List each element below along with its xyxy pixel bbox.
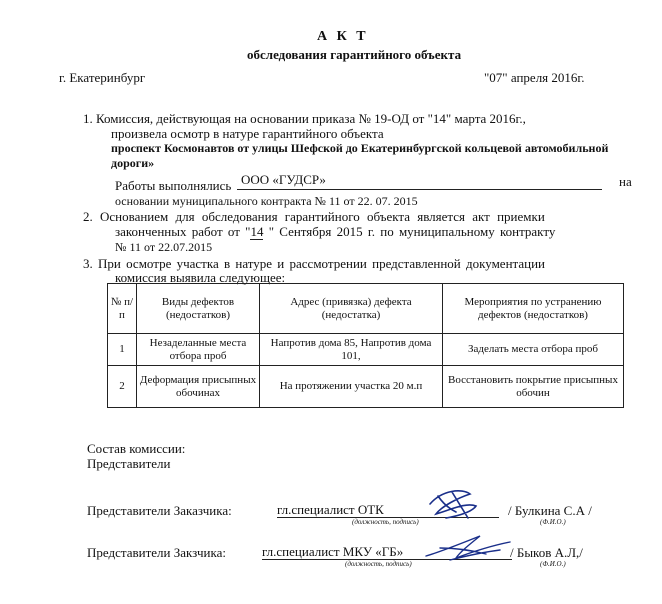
table-header-row (108, 284, 624, 334)
col-header-defect: Виды дефектов (недостатков) (137, 284, 260, 334)
signature-role-1: Представители Заказчика: (87, 503, 232, 518)
representatives-label: Представители (87, 456, 171, 471)
signature-name-2: / Быков А.Л,/ (510, 545, 583, 560)
cell-address: Напротив дома 85, Напротив дома 101, (260, 334, 443, 366)
signature-position-1: гл.специалист ОТК (277, 502, 384, 517)
defects-table (107, 283, 624, 408)
object-name-line1: проспект Космонавтов от улицы Шефской до Екатеринбургской кольцевой автомобильной (111, 141, 609, 155)
item2-line1: 2. Основанием для обследования гарантийного объекта является акт приемки (83, 209, 545, 224)
cell-measure: Заделать места отбора проб (443, 334, 624, 366)
item2-day: 14 (250, 224, 264, 239)
signature-role-2: Представители Закзчика: (87, 545, 227, 560)
works-label: Работы выполнялись (115, 178, 232, 193)
fio-note-1: (Ф.И.О.) (540, 518, 566, 526)
city: г. Екатеринбург (59, 70, 146, 85)
contractor-field (237, 172, 602, 190)
item1-line1: 1. Комиссия, действующая на основании приказа № 19-ОД от "14" марта 2016г., (83, 111, 526, 126)
col-header-address: Адрес (привязка) дефекта (недостатка) (260, 284, 443, 334)
act-date: "07" апреля 2016г. (484, 70, 585, 85)
item2-line2-post: " Сентября 2015 г. по муниципальному контракту (263, 224, 556, 239)
works-na: на (619, 174, 632, 189)
commission-label: Состав комиссии: (87, 441, 186, 456)
item2-line2 (115, 224, 555, 240)
contractor-name: ООО «ГУДСР» (241, 172, 326, 187)
item1-line2: произвела осмотр в натуре гарантийного объекта (111, 126, 384, 141)
cell-address: На протяжении участка 20 м.п (260, 366, 443, 408)
handwritten-signature-1 (412, 484, 492, 524)
signature-name-1: / Булкина С.А / (508, 503, 592, 518)
table-row (108, 334, 624, 366)
handwritten-signature-2 (420, 530, 520, 564)
signature-position-2: гл.специалист МКУ «ГБ» (262, 544, 404, 559)
table-row (108, 366, 624, 408)
item3-line2: комиссия выявила следующее: (115, 270, 286, 285)
cell-defect: Деформация присыпных обочинах (137, 366, 260, 408)
item2-line2-pre: законченных работ от " (115, 224, 251, 239)
item2-line3: № 11 от 22.07.2015 (115, 240, 213, 254)
sign-note-2: (должность, подпись) (345, 560, 412, 568)
doc-title: А К Т (317, 29, 369, 44)
cell-num: 2 (108, 366, 137, 408)
doc-subtitle: обследования гарантийного объекта (247, 47, 462, 62)
cell-defect: Незаделанные места отбора проб (137, 334, 260, 366)
fio-note-2: (Ф.И.О.) (540, 560, 566, 568)
contract-line: основании муниципального контракта № 11 от 22. 07. 2015 (115, 194, 418, 208)
col-header-num: № п/п (108, 284, 137, 334)
cell-num: 1 (108, 334, 137, 366)
object-name-line2: дороги» (111, 156, 155, 170)
cell-measure: Восстановить покрытие присыпных обочин (443, 366, 624, 408)
col-header-measure: Мероприятия по устранению дефектов (недостатков) (443, 284, 624, 334)
item3-line1: 3. При осмотре участка в натуре и рассмотрении представленной документации (83, 256, 546, 271)
sign-note-1: (должность, подпись) (352, 518, 419, 526)
